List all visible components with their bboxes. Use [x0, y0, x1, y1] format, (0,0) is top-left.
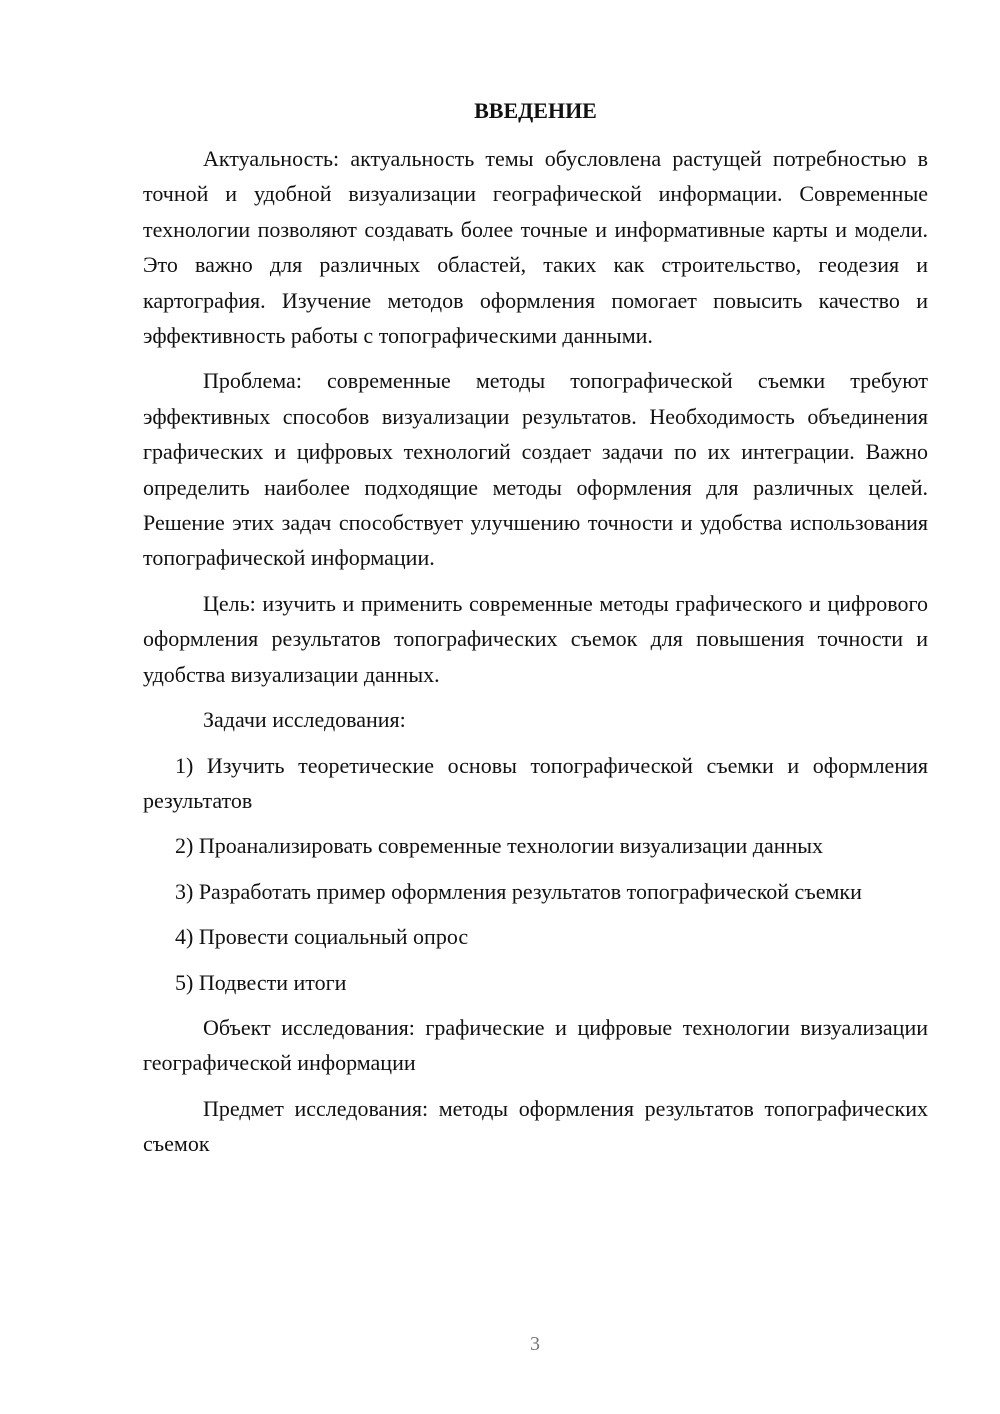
task-item: 4) Провести социальный опрос: [175, 924, 469, 950]
task-item: 3) Разработать пример оформления результатов топографической съемки: [175, 878, 862, 904]
goal-paragraph: Цель: изучить и применить современные методы графического и цифрового оформления результатов топографических съемок для повышения точности и удобства визуализации данных.: [143, 590, 928, 687]
task-item: 5) Подвести итоги: [175, 969, 347, 995]
research-subject-paragraph: Предмет исследования: методы оформления результатов топографических съемок: [143, 1095, 928, 1157]
tasks-heading: Задачи исследования:: [203, 707, 406, 733]
problem-paragraph: Проблема: современные методы топографической съемки требуют эффективных способов визуализации результатов. Необходимость объединения графических и цифровых технологий создает задачи по их интеграции. Важно определить наиболее подходящие методы оформления для различных целей. Решение этих задач способствует улучшению точности и удобства использования топографической информации.: [143, 368, 928, 571]
relevance-paragraph: Актуальность: актуальность темы обусловлена растущей потребностью в точной и удобной визуализации географической информации. Современные технологии позволяют создавать более точные и информативные карты и модели. Это важно для различных областей, таких как строительство, геодезия и картография. Изучение методов оформления помогает повысить качество и эффективность работы с топографическими данными.: [143, 146, 928, 349]
section-title: ВВЕДЕНИЕ: [474, 98, 597, 123]
research-object-paragraph: Объект исследования: графические и цифровые технологии визуализации географической информации: [143, 1014, 928, 1076]
task-item: 1) Изучить теоретические основы топографической съемки и оформления результатов: [143, 752, 928, 813]
page-number: 3: [530, 1333, 540, 1355]
document-page: [143, 95, 928, 1172]
task-item: 2) Проанализировать современные технологии визуализации данных: [175, 833, 824, 859]
